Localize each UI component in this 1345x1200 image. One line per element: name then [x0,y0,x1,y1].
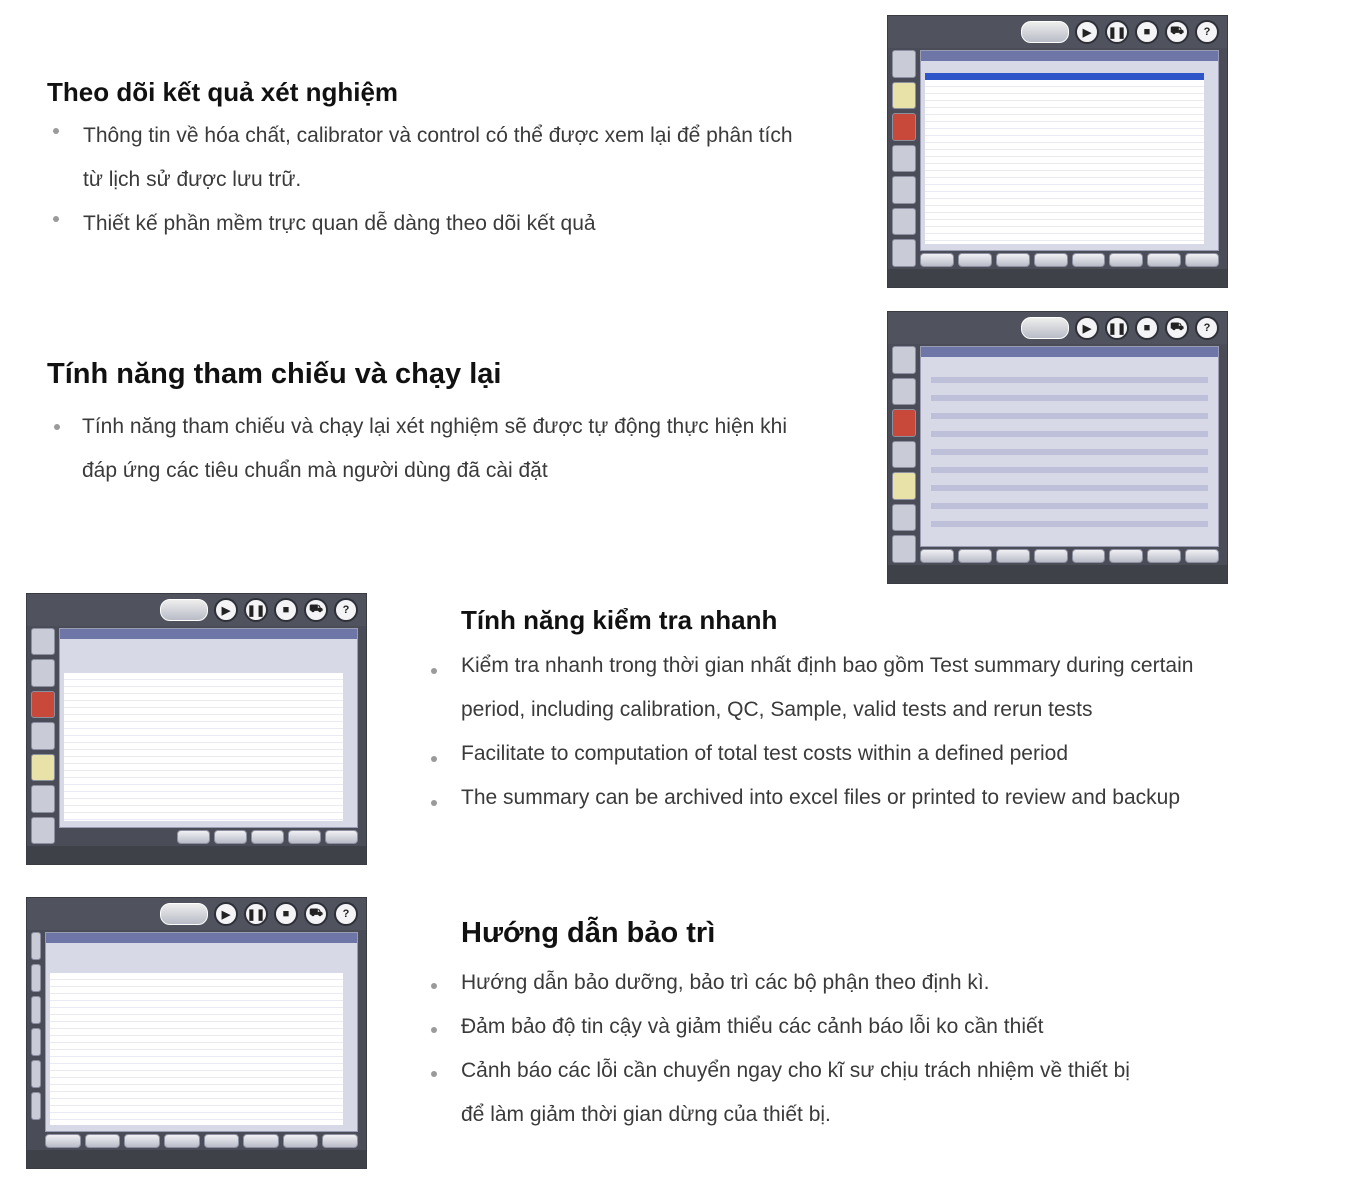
help-icon: ? [1195,316,1219,340]
summary-table-panel [59,628,358,828]
section-maintenance [461,913,1311,1137]
bullet-dot-icon [431,983,437,989]
car-icon: ⛟ [304,598,328,622]
section-title: Tính năng kiểm tra nhanh [461,605,778,635]
car-icon: ⛟ [304,902,328,926]
play-icon: ▶ [214,902,238,926]
bullet-list [461,961,1311,1137]
maintenance-table-panel [45,932,358,1132]
pause-icon: ❚❚ [1105,20,1129,44]
bullet-dot-icon [54,424,60,430]
help-icon: ? [334,902,358,926]
pause-icon: ❚❚ [244,598,268,622]
pause-icon: ❚❚ [1105,316,1129,340]
play-icon: ▶ [214,598,238,622]
stop-icon: ■ [274,598,298,622]
mode-toggle-icon [160,903,208,925]
section-quick-check [461,602,1311,820]
help-icon: ? [1195,20,1219,44]
help-icon: ? [334,598,358,622]
bullet-dot-icon [53,128,59,134]
list-item: The summary can be archived into excel files or printed to review and backup [461,776,1311,820]
mode-toggle-icon [1021,21,1069,43]
list-item: Thông tin về hóa chất, calibrator và control có thể được xem lại để phân tích từ lịch sử được lưu trữ. [83,114,867,202]
software-screenshot-test-summary [26,593,367,865]
bullet-dot-icon [431,1071,437,1077]
bullet-dot-icon [53,216,59,222]
section-title: Theo dõi kết quả xét nghiệm [47,77,399,107]
bullet-list [82,405,867,493]
bullet-list [461,644,1311,820]
bullet-dot-icon [431,756,437,762]
bullet-dot-icon [431,668,437,674]
settings-form-panel [920,346,1219,547]
car-icon: ⛟ [1165,20,1189,44]
section-title: Tính năng tham chiếu và chạy lại [47,358,502,390]
software-screenshot-history [887,15,1228,288]
stop-icon: ■ [1135,20,1159,44]
mode-toggle-icon [1021,317,1069,339]
software-screenshot-reflex [887,311,1228,584]
bullet-list [83,114,867,246]
bullet-dot-icon [431,1027,437,1033]
section-title: Hướng dẫn bảo trì [461,917,716,949]
car-icon: ⛟ [1165,316,1189,340]
pause-icon: ❚❚ [244,902,268,926]
list-item: Thiết kế phần mềm trực quan dễ dàng theo dõi kết quả [83,202,867,246]
list-item: Đảm bảo độ tin cậy và giảm thiểu các cảnh báo lỗi ko cần thiết [461,1005,1311,1049]
software-screenshot-maintenance [26,897,367,1169]
results-table-panel [920,50,1219,251]
stop-icon: ■ [1135,316,1159,340]
stop-icon: ■ [274,902,298,926]
list-item: Hướng dẫn bảo dưỡng, bảo trì các bộ phận theo định kì. [461,961,1311,1005]
section-result-tracking [47,74,867,246]
list-item: Cảnh báo các lỗi cần chuyển ngay cho kĩ sư chịu trách nhiệm về thiết bị để làm giảm thời gian dừng của thiết bị. [461,1049,1311,1137]
section-reflex-rerun [47,355,867,493]
mode-toggle-icon [160,599,208,621]
play-icon: ▶ [1075,316,1099,340]
play-icon: ▶ [1075,20,1099,44]
list-item: Tính năng tham chiếu và chạy lại xét nghiệm sẽ được tự động thực hiện khi đáp ứng các tiêu chuẩn mà người dùng đã cài đặt [82,405,867,493]
list-item: Kiểm tra nhanh trong thời gian nhất định bao gồm Test summary during certain period, including calibration, QC, Sample, valid tests and rerun tests [461,644,1311,732]
list-item: Facilitate to computation of total test costs within a defined period [461,732,1311,776]
bullet-dot-icon [431,800,437,806]
